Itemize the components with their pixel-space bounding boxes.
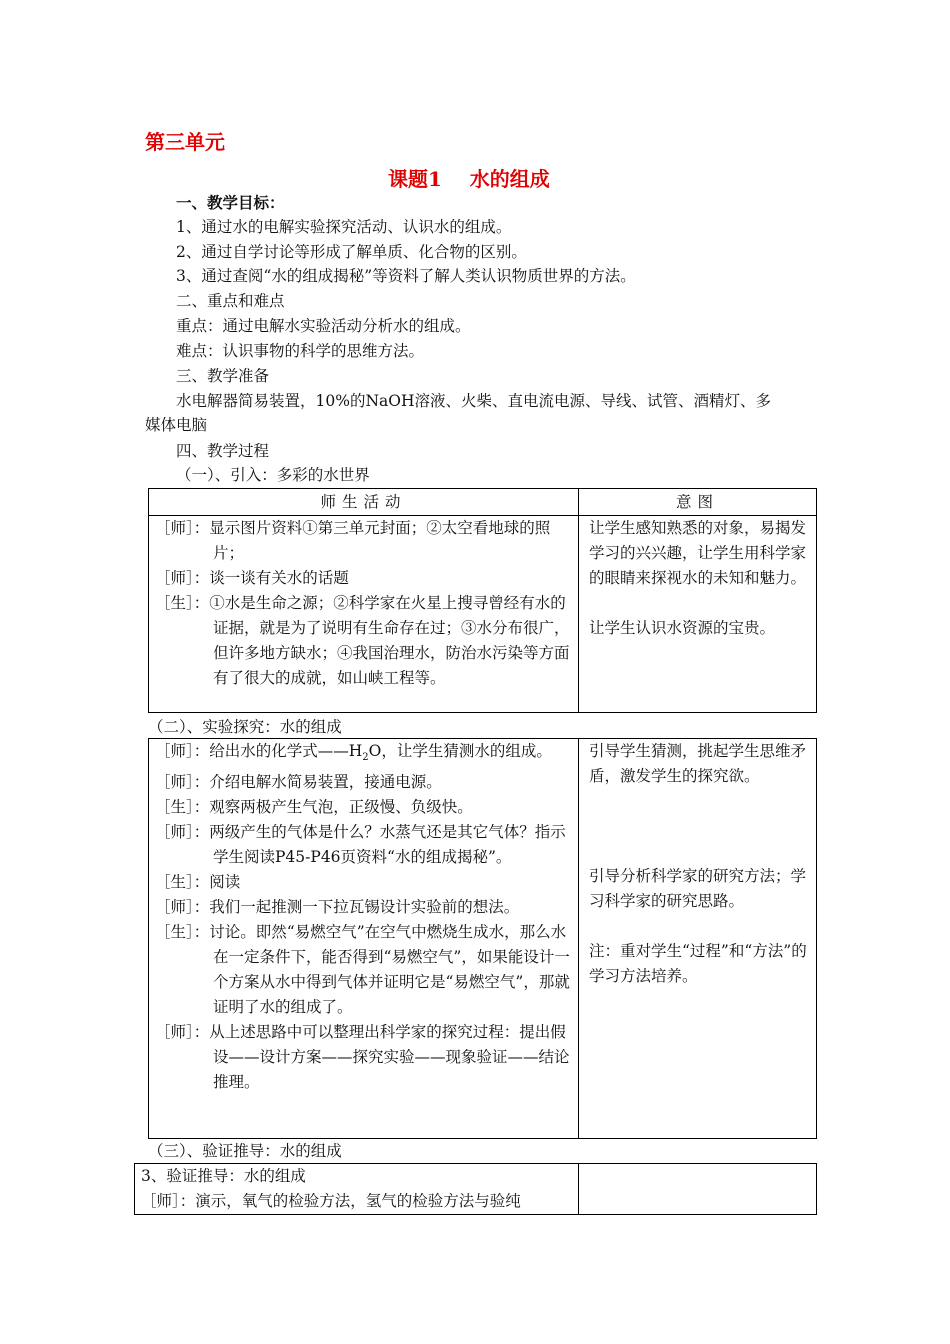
entry-text: ①水是生命之源；②科学家在火星上搜寻曾经有水的证据，就是为了说明有生命存在过；③水分布很广，但许多地方缺水；④我国治理水，防治水污染等方面有了很大的成就，如山峡工程等。	[209, 594, 570, 687]
entry-text: 给出水的化学式——H	[209, 742, 363, 760]
subscript: 2	[362, 752, 369, 764]
dialogue-entry	[149, 870, 578, 895]
purpose-cell	[579, 739, 817, 1139]
role-label: ［生］：	[155, 594, 210, 612]
dialogue-entry	[149, 920, 578, 1020]
dialogue-entry	[149, 739, 578, 770]
process-heading: 四、教学过程	[176, 442, 270, 460]
dialogue-entry	[149, 795, 578, 820]
section-2-table	[148, 738, 817, 1139]
purpose-note: 引导学生猜测，挑起学生思维矛盾，激发学生的探究欲。	[589, 742, 807, 785]
lesson-name: 水的组成	[469, 167, 550, 191]
purpose-note: 让学生感知熟悉的对象，易揭发学习的兴兴趣，让学生用科学家的眼睛来探视水的未知和魅力。	[589, 519, 807, 587]
purpose-note: 让学生认识水资源的宝贵。	[589, 619, 776, 637]
preparation-line: 水电解器简易装置，10%的NaOH溶液、火柴、直电流电源、导线、试管、酒精灯、多	[176, 392, 771, 410]
entry-text: O，让学生猜测水的组成。	[368, 742, 552, 760]
lesson-number: 课题1	[388, 167, 442, 191]
role-label: ［师］：	[155, 742, 210, 760]
key-point-focus: 重点：通过电解水实验活动分析水的组成。	[176, 317, 471, 335]
entry-text: 阅读	[209, 873, 241, 892]
objective-item: 3、通过查阅“水的组成揭秘”等资料了解人类认识物质世界的方法。	[176, 267, 636, 285]
dialogue-entry	[149, 820, 578, 870]
purpose-cell	[579, 1164, 817, 1215]
entry-text: 从上述思路中可以整理出科学家的探究过程：提出假设——设计方案——探究实验——现象验证——结论推理。	[209, 1023, 570, 1092]
section-3-table	[134, 1163, 817, 1215]
role-label: ［生］：	[155, 798, 210, 817]
activity-line: ［师］：演示，氧气的检验方法，氢气的检验方法与验纯	[141, 1192, 521, 1210]
role-label: ［生］：	[155, 923, 210, 942]
purpose-cell	[579, 516, 817, 713]
column-header-activity: 师生活动	[149, 489, 579, 516]
key-point-difficulty: 难点：认识事物的科学的思维方法。	[176, 342, 425, 360]
unit-title: 第三单元	[145, 130, 225, 154]
role-label: ［师］：	[155, 823, 210, 842]
role-label: ［师］：	[155, 898, 210, 917]
role-label: ［师］：	[155, 773, 210, 792]
role-label: ［师］：	[155, 569, 210, 587]
purpose-note: 引导分析科学家的研究方法；学习科学家的研究思路。	[589, 867, 807, 910]
entry-text: 显示图片资料①第三单元封面；②太空看地球的照片；	[209, 519, 551, 562]
section-title: （二）、实验探究：水的组成	[148, 718, 342, 736]
entry-text: 介绍电解水简易装置，接通电源。	[209, 773, 442, 792]
section-title: （一）、引入：多彩的水世界	[176, 466, 370, 484]
dialogue-entry	[149, 591, 578, 691]
purpose-note: 注：重对学生“过程”和“方法”的学习方法培养。	[589, 942, 807, 985]
objective-item: 2、通过自学讨论等形成了解单质、化合物的区别。	[176, 243, 527, 261]
section-1-table	[148, 488, 817, 713]
entry-text: 两级产生的气体是什么？水蒸气还是其它气体？指示学生阅读P45-P46页资料“水的组成揭秘”。	[209, 823, 566, 867]
activity-line: 3、验证推导：水的组成	[141, 1167, 306, 1185]
entry-text: 观察两极产生气泡，正级慢、负级快。	[209, 798, 473, 817]
preparation-heading: 三、教学准备	[176, 367, 270, 385]
entry-text: 讨论。即然“易燃空气”在空气中燃烧生成水，那么水在一定条件下，能否得到“易燃空气”，如果能设计一个方案从水中得到气体并证明它是“易燃空气”，那就证明了水的组成了。	[209, 923, 570, 1017]
entry-text: 我们一起推测一下拉瓦锡设计实验前的想法。	[209, 898, 520, 917]
section-title: （三）、验证推导：水的组成	[148, 1142, 342, 1160]
dialogue-entry	[149, 516, 578, 566]
role-label: ［生］：	[155, 873, 210, 892]
dialogue-entry	[149, 770, 578, 795]
dialogue-entry	[149, 566, 578, 591]
column-header-purpose: 意图	[579, 489, 817, 516]
dialogue-entry	[149, 1020, 578, 1095]
key-points-heading: 二、重点和难点	[176, 292, 285, 310]
dialogue-entry	[149, 895, 578, 920]
role-label: ［师］：	[155, 519, 210, 537]
activity-cell	[149, 516, 579, 713]
lesson-title	[388, 163, 550, 192]
activity-cell	[135, 1164, 579, 1215]
entry-text: 谈一谈有关水的话题	[209, 569, 349, 587]
objectives-heading: 一、教学目标：	[176, 193, 285, 212]
objective-item: 1、通过水的电解实验探究活动、认识水的组成。	[176, 218, 512, 236]
activity-cell	[149, 739, 579, 1139]
preparation-line: 媒体电脑	[145, 416, 208, 434]
role-label: ［师］：	[155, 1023, 210, 1042]
